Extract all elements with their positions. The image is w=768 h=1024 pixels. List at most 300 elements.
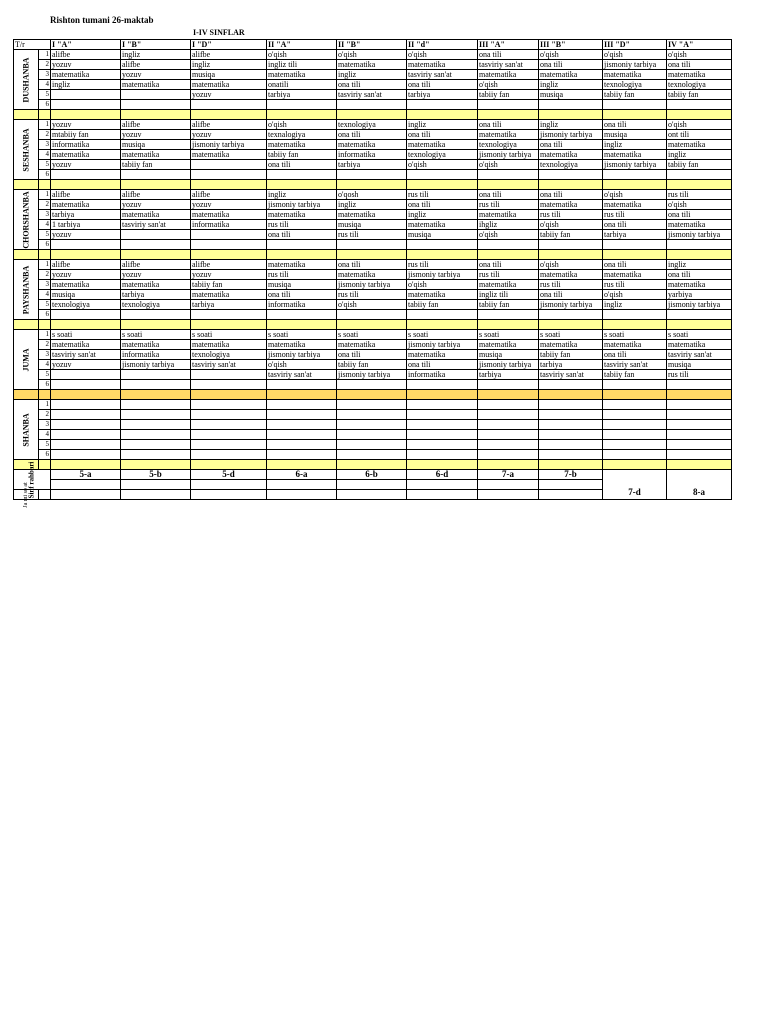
lesson-cell: [478, 100, 539, 110]
lesson-cell: ona tili: [478, 190, 539, 200]
lesson-cell: [191, 160, 267, 170]
separator-cell: [51, 320, 121, 330]
lesson-cell: matematika: [337, 140, 407, 150]
lesson-row: [14, 420, 732, 430]
separator-cell: [337, 180, 407, 190]
lesson-cell: mtabiiy fan: [51, 130, 121, 140]
separator-cell: [407, 320, 478, 330]
class-teacher-label: Sinf rahbari: [27, 461, 36, 498]
lesson-cell: [667, 450, 732, 460]
lesson-cell: matematika: [191, 210, 267, 220]
lesson-cell: texnologiya: [478, 140, 539, 150]
separator-cell: [337, 460, 407, 470]
separator-cell: [407, 460, 478, 470]
lesson-cell: matematika: [191, 290, 267, 300]
lesson-cell: o'qish: [539, 260, 603, 270]
lesson-number: 4: [39, 360, 51, 370]
lesson-row: [14, 50, 732, 60]
lesson-cell: yozuv: [51, 360, 121, 370]
lesson-cell: tasviriy san'at: [267, 370, 337, 380]
lesson-cell: musiqa: [407, 230, 478, 240]
separator-cell: [667, 320, 732, 330]
total-hours-label-cell: [14, 481, 39, 508]
lesson-cell: informatika: [337, 150, 407, 160]
lesson-cell: alifbe: [121, 260, 191, 270]
lesson-cell: tabiiy fan: [603, 370, 667, 380]
lesson-cell: [603, 400, 667, 410]
lesson-cell: [478, 170, 539, 180]
lesson-cell: tabiiy fan: [603, 90, 667, 100]
lesson-cell: ona tili: [539, 190, 603, 200]
lesson-cell: [191, 380, 267, 390]
lesson-number: 3: [39, 280, 51, 290]
lesson-cell: matematika: [51, 280, 121, 290]
lesson-cell: rus tili: [267, 220, 337, 230]
column-header: III "A": [478, 40, 539, 50]
lesson-row: [14, 90, 732, 100]
separator-cell: [539, 110, 603, 120]
lesson-cell: alifbe: [191, 50, 267, 60]
lesson-number: 6: [39, 100, 51, 110]
lesson-cell: [337, 450, 407, 460]
lesson-cell: [539, 400, 603, 410]
lesson-cell: texnologiya: [603, 80, 667, 90]
separator-cell: [478, 320, 539, 330]
lesson-row: [14, 100, 732, 110]
column-header: I "B": [121, 40, 191, 50]
lesson-cell: o'qish: [539, 220, 603, 230]
column-header: I "D": [191, 40, 267, 50]
lesson-cell: [121, 170, 191, 180]
separator-cell: [667, 250, 732, 260]
footer-cell: [539, 480, 603, 490]
separator-cell: [39, 180, 51, 190]
lesson-number: 2: [39, 340, 51, 350]
lesson-cell: informatika: [191, 220, 267, 230]
lesson-cell: yozuv: [191, 270, 267, 280]
lesson-cell: [191, 230, 267, 240]
lesson-number: 1: [39, 190, 51, 200]
separator-cell: [478, 110, 539, 120]
day-label-cell: [14, 330, 39, 390]
lesson-cell: matematika: [478, 280, 539, 290]
lesson-cell: tasviriy san'at: [539, 370, 603, 380]
lesson-row: [14, 160, 732, 170]
lesson-row: [14, 290, 732, 300]
lesson-cell: ona tili: [407, 130, 478, 140]
separator-cell: [191, 460, 267, 470]
lesson-cell: ona tili: [539, 140, 603, 150]
lesson-row: [14, 190, 732, 200]
lesson-cell: ona tili: [267, 160, 337, 170]
lesson-number: 5: [39, 90, 51, 100]
lesson-cell: ona tili: [407, 80, 478, 90]
lesson-cell: o'qish: [667, 50, 732, 60]
lesson-cell: ona tili: [603, 120, 667, 130]
lesson-cell: informatika: [407, 370, 478, 380]
lesson-cell: [407, 240, 478, 250]
lesson-cell: tasviriy san'at: [478, 60, 539, 70]
separator-cell: [267, 320, 337, 330]
lesson-cell: [603, 170, 667, 180]
lesson-row: [14, 150, 732, 160]
separator-cell: [478, 390, 539, 400]
lesson-number: 5: [39, 230, 51, 240]
lesson-cell: ona tili: [667, 210, 732, 220]
lesson-cell: alifbe: [191, 190, 267, 200]
lesson-cell: jismoniy tarbiya: [603, 160, 667, 170]
lesson-cell: matematika: [478, 70, 539, 80]
lesson-row: [14, 410, 732, 420]
lesson-cell: yozuv: [191, 200, 267, 210]
day-separator: [14, 390, 732, 400]
lesson-number: 3: [39, 350, 51, 360]
separator-cell: [539, 250, 603, 260]
lesson-cell: musiqa: [191, 70, 267, 80]
lesson-cell: s soati: [603, 330, 667, 340]
lesson-cell: [191, 410, 267, 420]
day-label-cell: [14, 120, 39, 180]
lesson-cell: [51, 170, 121, 180]
separator-cell: [14, 180, 39, 190]
lesson-cell: matematika: [539, 340, 603, 350]
lesson-cell: tarbiya: [337, 160, 407, 170]
lesson-cell: [267, 170, 337, 180]
lesson-cell: texnologiya: [667, 80, 732, 90]
footer-cell: [337, 480, 407, 490]
lesson-cell: [603, 450, 667, 460]
lesson-cell: matematika: [337, 340, 407, 350]
lesson-cell: [603, 410, 667, 420]
lesson-cell: jismoniy tarbiya: [407, 270, 478, 280]
lesson-cell: [191, 370, 267, 380]
separator-cell: [191, 250, 267, 260]
class-name-cell: 6-d: [407, 470, 478, 480]
lesson-cell: matematika: [121, 80, 191, 90]
lesson-row: [14, 330, 732, 340]
lesson-cell: jismoniy tarbiya: [267, 200, 337, 210]
lesson-cell: ona tili: [603, 350, 667, 360]
day-separator: [14, 250, 732, 260]
lesson-number: 2: [39, 410, 51, 420]
lesson-cell: matematika: [51, 200, 121, 210]
day-label: DUSHANBA: [21, 57, 31, 102]
lesson-row: [14, 80, 732, 90]
lesson-cell: [478, 450, 539, 460]
lesson-row: [14, 370, 732, 380]
lesson-cell: matematika: [267, 210, 337, 220]
lesson-cell: [478, 310, 539, 320]
lesson-cell: jismoniy tarbiya: [337, 280, 407, 290]
lesson-cell: alifbe: [51, 50, 121, 60]
separator-cell: [337, 110, 407, 120]
separator-cell: [267, 250, 337, 260]
lesson-cell: 1 tarbiya: [51, 220, 121, 230]
footer-cell: [121, 490, 191, 500]
lesson-cell: [267, 420, 337, 430]
lesson-cell: matematika: [667, 70, 732, 80]
footer-cell: [337, 490, 407, 500]
class-name-cell: 7-b: [539, 470, 603, 480]
day-label: CHORSHANBA: [21, 190, 31, 249]
lesson-number: 1: [39, 330, 51, 340]
lesson-cell: [478, 240, 539, 250]
lesson-cell: ingliz: [267, 190, 337, 200]
lesson-cell: [667, 100, 732, 110]
lesson-cell: [603, 430, 667, 440]
lesson-cell: [267, 410, 337, 420]
lesson-row: [14, 270, 732, 280]
lesson-cell: tasviriy san'at: [667, 350, 732, 360]
lesson-cell: [478, 440, 539, 450]
lesson-cell: rus tili: [267, 270, 337, 280]
lesson-row: [14, 60, 732, 70]
lesson-number: 5: [39, 300, 51, 310]
lesson-cell: tarbiya: [539, 360, 603, 370]
lesson-cell: o'qish: [539, 50, 603, 60]
lesson-cell: [267, 450, 337, 460]
lesson-cell: matematika: [51, 150, 121, 160]
lesson-cell: tabiiy fan: [478, 300, 539, 310]
lesson-cell: texnologiya: [337, 120, 407, 130]
lesson-cell: o'qish: [667, 200, 732, 210]
column-header: II "A": [267, 40, 337, 50]
lesson-cell: [337, 400, 407, 410]
lesson-cell: [603, 440, 667, 450]
lesson-cell: [407, 380, 478, 390]
separator-cell: [478, 180, 539, 190]
separator-cell: [337, 390, 407, 400]
lesson-cell: tasviriy san'at: [337, 90, 407, 100]
lesson-cell: tarbiya: [478, 370, 539, 380]
lesson-cell: matematika: [603, 200, 667, 210]
lesson-row: [14, 240, 732, 250]
separator-cell: [121, 320, 191, 330]
lesson-cell: ingliz: [121, 50, 191, 60]
day-label: SESHANBA: [21, 127, 31, 172]
class-name-cell: 6-b: [337, 470, 407, 480]
lesson-cell: ona tili: [267, 230, 337, 240]
lesson-cell: [121, 310, 191, 320]
separator-cell: [603, 460, 667, 470]
lesson-cell: tabiiy fan: [337, 360, 407, 370]
column-header: II "d": [407, 40, 478, 50]
lesson-cell: matematika: [191, 150, 267, 160]
lesson-cell: matematika: [121, 210, 191, 220]
lesson-cell: musiqa: [667, 360, 732, 370]
lesson-cell: ona tili: [337, 350, 407, 360]
lesson-row: [14, 430, 732, 440]
lesson-cell: [407, 450, 478, 460]
lesson-cell: rus tili: [478, 270, 539, 280]
lesson-row: [14, 400, 732, 410]
lesson-number: 4: [39, 220, 51, 230]
separator-cell: [14, 110, 39, 120]
day-separator: [14, 320, 732, 330]
lesson-cell: rus tili: [407, 190, 478, 200]
lesson-cell: [407, 430, 478, 440]
separator-cell: [51, 180, 121, 190]
lesson-number: 3: [39, 140, 51, 150]
lesson-cell: matematika: [407, 60, 478, 70]
lesson-cell: tabiiy fan: [121, 160, 191, 170]
lesson-cell: musiqa: [121, 140, 191, 150]
lesson-cell: [51, 410, 121, 420]
lesson-cell: yozuv: [121, 130, 191, 140]
lesson-cell: alifbe: [121, 60, 191, 70]
lesson-cell: matematika: [121, 340, 191, 350]
lesson-cell: s soati: [121, 330, 191, 340]
lesson-cell: alifbe: [121, 120, 191, 130]
lesson-number: 6: [39, 240, 51, 250]
separator-cell: [603, 390, 667, 400]
lesson-number: 2: [39, 200, 51, 210]
lesson-cell: rus tili: [603, 280, 667, 290]
lesson-cell: ingliz: [667, 260, 732, 270]
grade-range-title: I-IV SINFLAR: [193, 28, 245, 37]
lesson-cell: matematika: [407, 350, 478, 360]
separator-cell: [39, 250, 51, 260]
lesson-cell: [51, 240, 121, 250]
class-name-cell: 6-a: [267, 470, 337, 480]
lesson-cell: musiqa: [603, 130, 667, 140]
header-row: [14, 40, 732, 50]
lesson-cell: [603, 100, 667, 110]
lesson-cell: ingliz: [407, 210, 478, 220]
separator-cell: [407, 390, 478, 400]
lesson-cell: ihgliz: [478, 220, 539, 230]
lesson-cell: tabiiy fan: [667, 90, 732, 100]
lesson-cell: [337, 100, 407, 110]
footer-cell: [539, 490, 603, 500]
lesson-cell: s soati: [539, 330, 603, 340]
lesson-cell: matematika: [603, 150, 667, 160]
lesson-cell: alifbe: [191, 120, 267, 130]
class-name-cell: 7-d: [603, 470, 667, 500]
lesson-cell: [667, 430, 732, 440]
lesson-row: [14, 120, 732, 130]
footer-cell: [51, 490, 121, 500]
lesson-cell: musiqa: [478, 350, 539, 360]
lesson-row: [14, 200, 732, 210]
lesson-cell: matematika: [407, 220, 478, 230]
class-name-cell: 5-a: [51, 470, 121, 480]
column-header: III "B": [539, 40, 603, 50]
lesson-number: 1: [39, 260, 51, 270]
lesson-cell: ona tili: [478, 120, 539, 130]
lesson-cell: tabiiy fan: [667, 160, 732, 170]
lesson-cell: matematika: [267, 70, 337, 80]
lesson-cell: ont tili: [667, 130, 732, 140]
lesson-cell: [667, 170, 732, 180]
lesson-cell: tarbiya: [51, 210, 121, 220]
lesson-number: 1: [39, 400, 51, 410]
lesson-cell: tarbiya: [191, 300, 267, 310]
separator-cell: [407, 110, 478, 120]
lesson-cell: matematika: [337, 60, 407, 70]
day-label-cell: [14, 400, 39, 460]
total-hours-label: Ja mi so at: [23, 481, 29, 508]
lesson-cell: [51, 100, 121, 110]
lesson-cell: jismoniy tarbiya: [267, 350, 337, 360]
lesson-number: 4: [39, 80, 51, 90]
lesson-cell: informatika: [121, 350, 191, 360]
lesson-cell: [51, 380, 121, 390]
lesson-cell: informatika: [267, 300, 337, 310]
column-header: II "B": [337, 40, 407, 50]
lesson-row: [14, 280, 732, 290]
class-name-cell: 7-a: [478, 470, 539, 480]
separator-cell: [603, 320, 667, 330]
lesson-cell: [191, 310, 267, 320]
lesson-cell: [121, 370, 191, 380]
lesson-cell: ona tili: [539, 60, 603, 70]
lesson-cell: yozuv: [121, 200, 191, 210]
lesson-cell: matematika: [337, 210, 407, 220]
lesson-cell: ingliz: [407, 120, 478, 130]
lesson-cell: ingliz: [51, 80, 121, 90]
lesson-cell: texnologiya: [191, 350, 267, 360]
lesson-cell: ona tili: [267, 290, 337, 300]
lesson-cell: [121, 100, 191, 110]
lesson-row: [14, 300, 732, 310]
lesson-cell: matematika: [267, 140, 337, 150]
lesson-cell: ona tili: [667, 270, 732, 280]
lesson-cell: matematika: [667, 280, 732, 290]
lesson-cell: [191, 240, 267, 250]
lesson-cell: ona tili: [603, 220, 667, 230]
lesson-cell: matematika: [121, 280, 191, 290]
day-label: SHANBA: [21, 412, 31, 447]
lesson-cell: [667, 240, 732, 250]
lesson-number: 1: [39, 120, 51, 130]
lesson-cell: o'qish: [603, 290, 667, 300]
lesson-number: 5: [39, 440, 51, 450]
lesson-cell: rus tili: [539, 280, 603, 290]
lesson-cell: ona tili: [478, 260, 539, 270]
lesson-cell: o'qish: [337, 50, 407, 60]
lesson-cell: tasviriy san'at: [407, 70, 478, 80]
lesson-cell: musiqa: [337, 220, 407, 230]
lesson-cell: alifbe: [191, 260, 267, 270]
lesson-cell: matematika: [407, 290, 478, 300]
lesson-cell: [191, 400, 267, 410]
separator-cell: [539, 320, 603, 330]
lesson-cell: [478, 420, 539, 430]
lesson-cell: texnologiya: [539, 160, 603, 170]
separator-cell: [121, 250, 191, 260]
lesson-cell: matematika: [667, 220, 732, 230]
lesson-cell: [603, 240, 667, 250]
lesson-cell: [121, 400, 191, 410]
lesson-cell: [407, 440, 478, 450]
lesson-cell: matematika: [51, 340, 121, 350]
lesson-cell: rus tili: [603, 210, 667, 220]
lesson-cell: ingliz tili: [267, 60, 337, 70]
separator-cell: [14, 390, 39, 400]
lesson-cell: jismoniy tarbiya: [407, 340, 478, 350]
separator-cell: [603, 110, 667, 120]
day-label: PAYSHANBA: [21, 265, 31, 314]
lesson-cell: [121, 240, 191, 250]
lesson-cell: [51, 370, 121, 380]
lesson-cell: o'qish: [667, 120, 732, 130]
lesson-cell: [539, 100, 603, 110]
lesson-cell: yozuv: [51, 230, 121, 240]
lesson-cell: musiqa: [267, 280, 337, 290]
day-separator: [14, 180, 732, 190]
separator-cell: [539, 180, 603, 190]
